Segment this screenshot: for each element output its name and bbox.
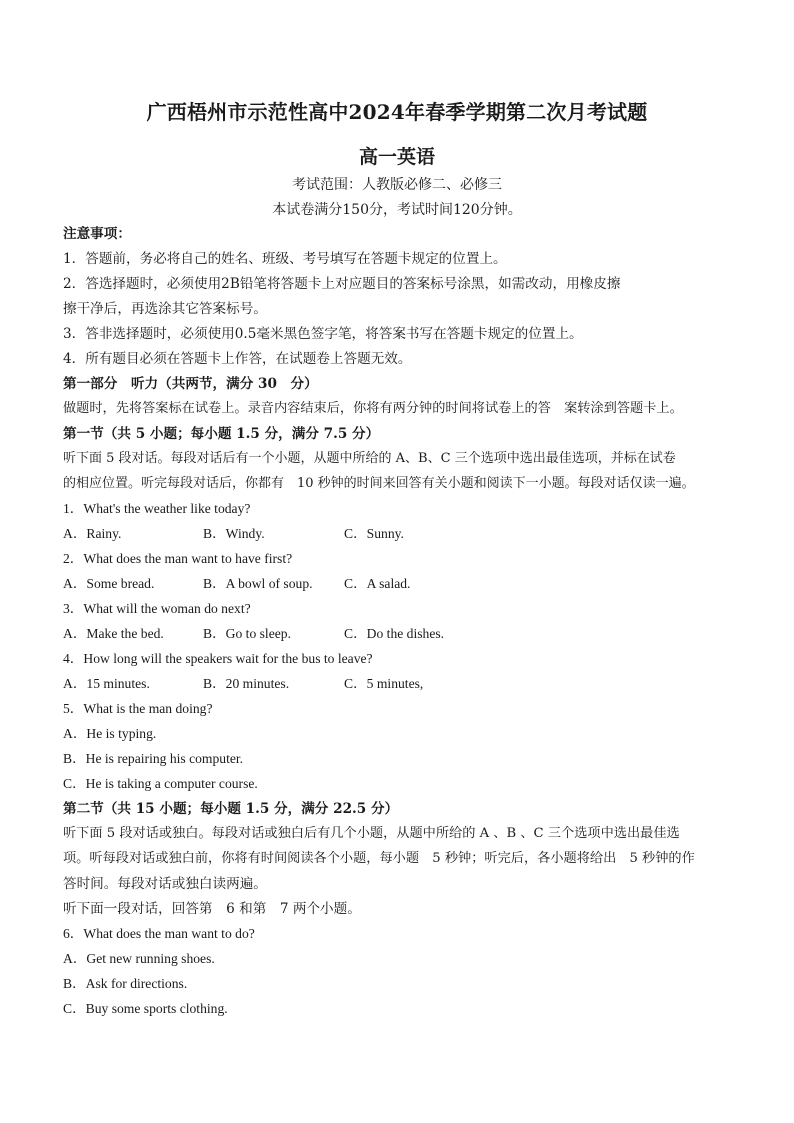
option-a: A．He is typing. (63, 726, 157, 741)
question-stem: 3．What will the woman do next? (63, 601, 251, 616)
option-b: B．He is repairing his computer. (63, 751, 244, 766)
option-c: C．5 minutes, (344, 676, 424, 691)
exam-title: 广西梧州市示范性高中2024年春季学期第二次月考试题 (146, 100, 648, 124)
exam-scope: 考试范围：人教版必修二、必修三 (292, 177, 502, 193)
option-a: A．Rainy. (63, 526, 122, 541)
section2-instruction: 答时间。每段对话或独白读两遍。 (63, 876, 267, 892)
option-b: B．Ask for directions. (63, 976, 188, 991)
question-stem: 5．What is the man doing? (63, 701, 213, 716)
notice-item: 擦干净后，再选涂其它答案标号。 (63, 301, 267, 317)
option-b: B．20 minutes. (203, 676, 290, 691)
option-a: A．Get new running shoes. (63, 951, 215, 966)
question-stem: 1．What's the weather like today? (63, 501, 251, 516)
section2-sub-instruction: 听下面一段对话，回答第 6 和第 7 两个小题。 (63, 901, 361, 917)
section1-instruction: 的相应位置。听完每段对话后，你都有 10 秒钟的时间来回答有关小题和阅读下一小题。每段对话仅读一遍。 (63, 476, 695, 491)
section2-instruction: 听下面 5 段对话或独白。每段对话或独白后有几个小题，从题中所给的 A 、B 、C 三个选项中选出最佳选 (63, 826, 680, 841)
option-c: C．Do the dishes. (344, 626, 445, 641)
section2-instruction: 项。听每段对话或独白前，你将有时间阅读各个小题，每小题 5 秒钟；听完后，各小题将给出 5 秒钟的作 (63, 851, 695, 866)
exam-score-time: 本试卷满分150分，考试时间120分钟。 (272, 202, 522, 218)
option-c: C．A salad. (344, 576, 411, 591)
question-stem: 2．What does the man want to have first? (63, 551, 293, 566)
option-a: A．15 minutes. (63, 676, 150, 691)
question-stem: 6．What does the man want to do? (63, 926, 255, 941)
part1-instruction: 做题时，先将答案标在试卷上。录音内容结束后，你将有两分钟的时间将试卷上的答 案转涂到答题卡上。 (63, 401, 683, 416)
option-b: B．Windy. (203, 526, 265, 541)
notice-heading: 注意事项： (63, 226, 131, 242)
section1-heading: 第一节（共 5 小题；每小题 1.5 分，满分 7.5 分） (63, 426, 380, 442)
option-a: A．Some bread. (63, 576, 155, 591)
notice-item: 2．答选择题时，必须使用2B铅笔将答题卡上对应题目的答案标号涂黑，如需改动，用橡皮擦 (63, 276, 621, 292)
option-c: C．He is taking a computer course. (63, 776, 258, 791)
notice-item: 3．答非选择题时，必须使用0.5毫米黑色签字笔，将答案书写在答题卡规定的位置上。 (63, 326, 583, 342)
option-b: B．A bowl of soup. (203, 576, 313, 591)
notice-item: 4．所有题目必须在答题卡上作答，在试题卷上答题无效。 (63, 351, 412, 367)
option-c: C．Buy some sports clothing. (63, 1001, 228, 1016)
notice-item: 1．答题前，务必将自己的姓名、班级、考号填写在答题卡规定的位置上。 (63, 251, 507, 267)
section1-instruction: 听下面 5 段对话。每段对话后有一个小题，从题中所给的 A、B、C 三个选项中选出最佳选项，并标在试卷 (63, 451, 676, 466)
exam-subject: 高一英语 (358, 146, 435, 168)
section2-heading: 第二节（共 15 小题；每小题 1.5 分，满分 22.5 分） (63, 801, 399, 817)
option-c: C．Sunny. (344, 526, 404, 541)
part1-heading: 第一部分 听力（共两节，满分 30 分） (63, 376, 318, 392)
option-a: A．Make the bed. (63, 626, 164, 641)
question-stem: 4．How long will the speakers wait for the bus to leave? (63, 651, 373, 666)
option-b: B．Go to sleep. (203, 626, 291, 641)
